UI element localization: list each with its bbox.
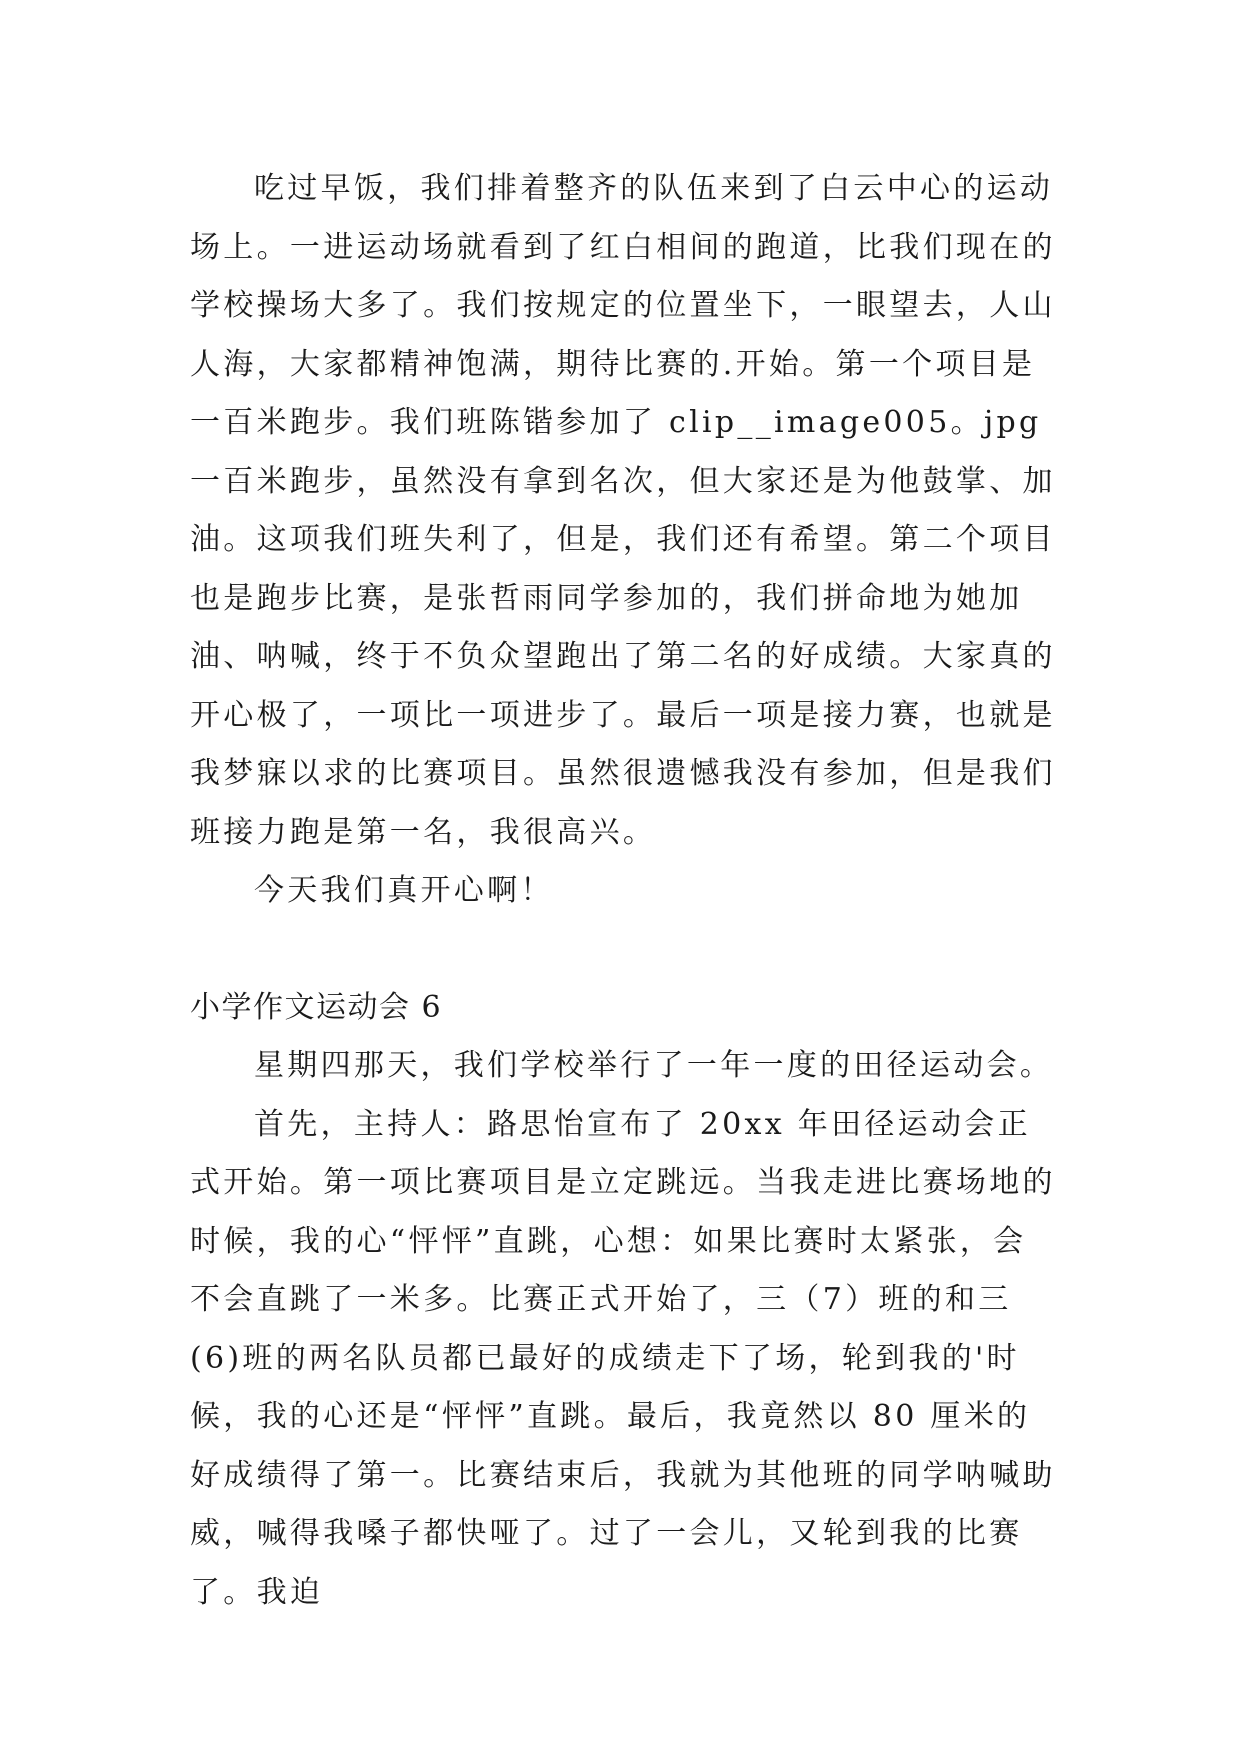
paragraph-thursday: 星期四那天，我们学校举行了一年一度的田径运动会。 — [254, 1048, 1054, 1083]
paragraph-long-jump: 首先，主持人：路思怡宣布了 20xx 年田径运动会正式开始。第一项比赛项目是立定跳远。当我走进比赛场地的时候，我的心“怦怦”直跳，心想：如果比赛时太紧张，会不会直跳了一米多。比赛正式开始了，三（7）班的和三(6)班的两名队员都已最好的成绩走下了场，轮到我的'时候，我的心还是“怦怦”直跳。最后，我竟然以 80 厘米的好成绩得了第一。比赛结束后，我就为其他班的同学呐喊助威，喊得我嗓子都快哑了。过了一会儿，又轮到我的比赛了。我迫 — [190, 1106, 1056, 1610]
section-heading: 小学作文运动会 6 — [190, 989, 443, 1025]
paragraph-happy-today: 今天我们真开心啊！ — [254, 873, 554, 908]
paragraph-sports-day-morning: 吃过早饭，我们排着整齐的队伍来到了白云中心的运动场上。一进运动场就看到了红白相间的跑道，比我们现在的学校操场大多了。我们按规定的位置坐下，一眼望去，人山人海，大家都精神饱满，期待比赛的.开始。第一个项目是一百米跑步。我们班陈锴参加了 clip__image005。jpg 一百米跑步，虽然没有拿到名次，但大家还是为他鼓掌、加油。这项我们班失利了，但是，我们还有希望。第二个项目也是跑步比赛，是张哲雨同学参加的，我们拼命地为她加油、呐喊，终于不负众望跑出了第二名的好成绩。大家真的开心极了，一项比一项进步了。最后一项是接力赛，也就是我梦寐以求的比赛项目。虽然很遗憾我没有参加，但是我们班接力跑是第一名，我很高兴。 — [190, 171, 1056, 850]
document-body — [190, 160, 1058, 1622]
section-gap — [190, 921, 1058, 979]
